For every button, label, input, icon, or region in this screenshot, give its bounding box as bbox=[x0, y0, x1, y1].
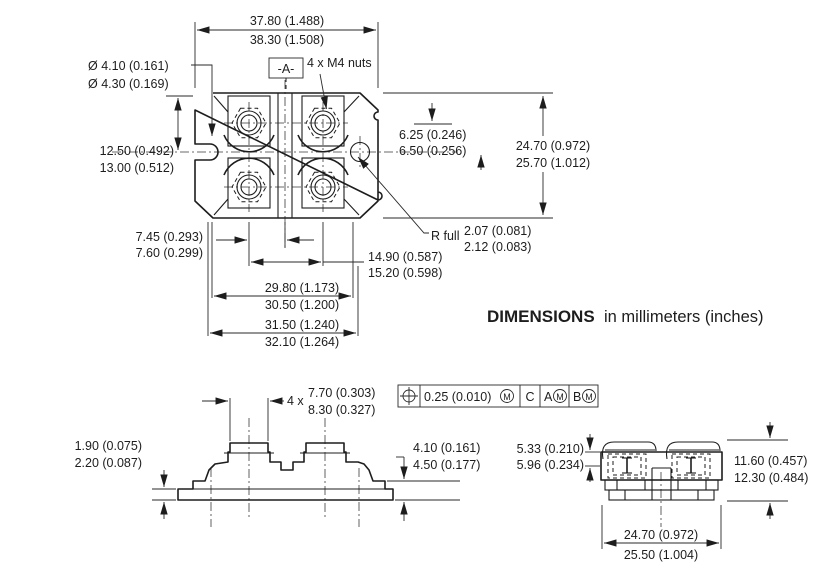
dim-radius-mm: 2.07 (0.081) bbox=[464, 224, 532, 238]
dim-side-width bbox=[602, 505, 721, 562]
dim-terminal-height bbox=[517, 434, 600, 482]
dim-step-height-mm: 4.10 (0.161) bbox=[413, 441, 481, 455]
dim-row-offset-mm: 6.25 (0.246) bbox=[399, 128, 467, 142]
mmc-modifier-icon-1 bbox=[501, 390, 514, 403]
dim-half-pitch bbox=[136, 222, 314, 266]
screw-slot-left bbox=[622, 458, 632, 473]
dim-hole-dia-mm: Ø 4.10 (0.161) bbox=[88, 59, 169, 73]
dimensions-note bbox=[487, 307, 764, 326]
front-view-body bbox=[178, 443, 393, 500]
dim-step-height-in: 4.50 (0.177) bbox=[413, 458, 481, 472]
side-view-clips bbox=[602, 442, 720, 459]
m4-nuts-label: 4 x M4 nuts bbox=[307, 56, 372, 70]
tolerance-value: 0.25 (0.010) bbox=[424, 390, 492, 404]
dim-terminal-height-mm: 5.33 (0.210) bbox=[516, 442, 584, 456]
dim-hole-dia-in: Ø 4.30 (0.169) bbox=[88, 77, 169, 91]
datum-ref-c: C bbox=[525, 390, 535, 404]
dim-outer-width-mm: 31.50 (1.240) bbox=[264, 318, 340, 332]
side-view-body bbox=[601, 452, 722, 500]
terminal-nuts bbox=[232, 108, 370, 201]
dim-pitch-in: 15.20 (0.598) bbox=[368, 266, 443, 280]
dim-row-offset bbox=[399, 103, 481, 170]
dim-terminal-height-in: 5.96 (0.234) bbox=[516, 458, 584, 472]
dim-half-height-mm: 12.50 (0.492) bbox=[99, 144, 174, 158]
mmc-modifier-icon-3 bbox=[583, 390, 596, 403]
dim-side-width-mm: 24.70 (0.972) bbox=[623, 528, 699, 542]
datum-ref-a: A bbox=[544, 390, 553, 404]
svg-text:M: M bbox=[556, 392, 564, 402]
dim-half-height-in: 13.00 (0.512) bbox=[99, 161, 174, 175]
dim-side-width-in: 25.50 (1.004) bbox=[623, 548, 699, 562]
dim-pad-width-in: 8.30 (0.327) bbox=[308, 403, 376, 417]
mmc-modifier-icon-2 bbox=[554, 390, 567, 403]
dim-row-offset-in: 6.50 (0.256) bbox=[399, 144, 467, 158]
front-view-centerlines bbox=[211, 418, 359, 527]
side-view bbox=[517, 422, 809, 562]
dim-base-thickness-in: 2.20 (0.087) bbox=[74, 456, 142, 470]
dim-radius-in: 2.12 (0.083) bbox=[464, 240, 532, 254]
dim-inner-width bbox=[212, 222, 353, 312]
dim-side-height-mm: 11.60 (0.457) bbox=[734, 454, 808, 468]
dim-pitch bbox=[251, 222, 442, 280]
dim-hole-diameter bbox=[88, 59, 212, 136]
dim-side-height bbox=[727, 422, 808, 519]
datum-ref-b: B bbox=[573, 390, 582, 404]
position-symbol-icon bbox=[400, 387, 418, 405]
dim-half-pitch-in: 7.60 (0.299) bbox=[135, 246, 203, 260]
dim-width-mm: 37.80 (1.488) bbox=[249, 14, 325, 28]
dim-inner-width-in: 30.50 (1.200) bbox=[264, 298, 340, 312]
dim-width-in: 38.30 (1.508) bbox=[249, 33, 325, 47]
screw-slot-right bbox=[686, 458, 696, 473]
dim-outer-width-in: 32.10 (1.264) bbox=[264, 335, 340, 349]
dim-height-in: 25.70 (1.012) bbox=[515, 156, 591, 170]
package-body-outline bbox=[195, 93, 382, 218]
dim-radius-callout bbox=[358, 157, 531, 254]
svg-text:M: M bbox=[503, 392, 511, 402]
dim-step-height bbox=[387, 441, 480, 521]
dim-pad-width bbox=[202, 386, 375, 441]
svg-text:M: M bbox=[585, 392, 593, 402]
dim-half-pitch-mm: 7.45 (0.293) bbox=[135, 230, 203, 244]
dim-pitch-mm: 14.90 (0.587) bbox=[368, 250, 443, 264]
dim-side-height-in: 12.30 (0.484) bbox=[734, 471, 809, 485]
m4-nuts-callout bbox=[307, 56, 372, 109]
dimensions-note-rest: in millimeters (inches) bbox=[604, 308, 764, 326]
dim-overall-width bbox=[195, 14, 378, 88]
dim-pad-width-mm: 7.70 (0.303) bbox=[308, 386, 376, 400]
tolerance-frame bbox=[398, 385, 598, 407]
dim-inner-width-mm: 29.80 (1.173) bbox=[264, 281, 340, 295]
side-view-terminals bbox=[608, 454, 710, 478]
top-view bbox=[88, 14, 590, 349]
dim-height-mm: 24.70 (0.972) bbox=[515, 139, 591, 153]
datum-a-flag bbox=[269, 58, 303, 92]
dim-base-thickness bbox=[75, 439, 176, 519]
radius-label: R full bbox=[431, 229, 460, 243]
datum-a-label: -A- bbox=[277, 62, 295, 76]
dim-half-height bbox=[100, 96, 193, 175]
dimensions-note-bold: DIMENSIONS bbox=[487, 307, 595, 326]
dim-base-thickness-mm: 1.90 (0.075) bbox=[74, 439, 142, 453]
pad-count-label: 4 x bbox=[287, 394, 304, 408]
